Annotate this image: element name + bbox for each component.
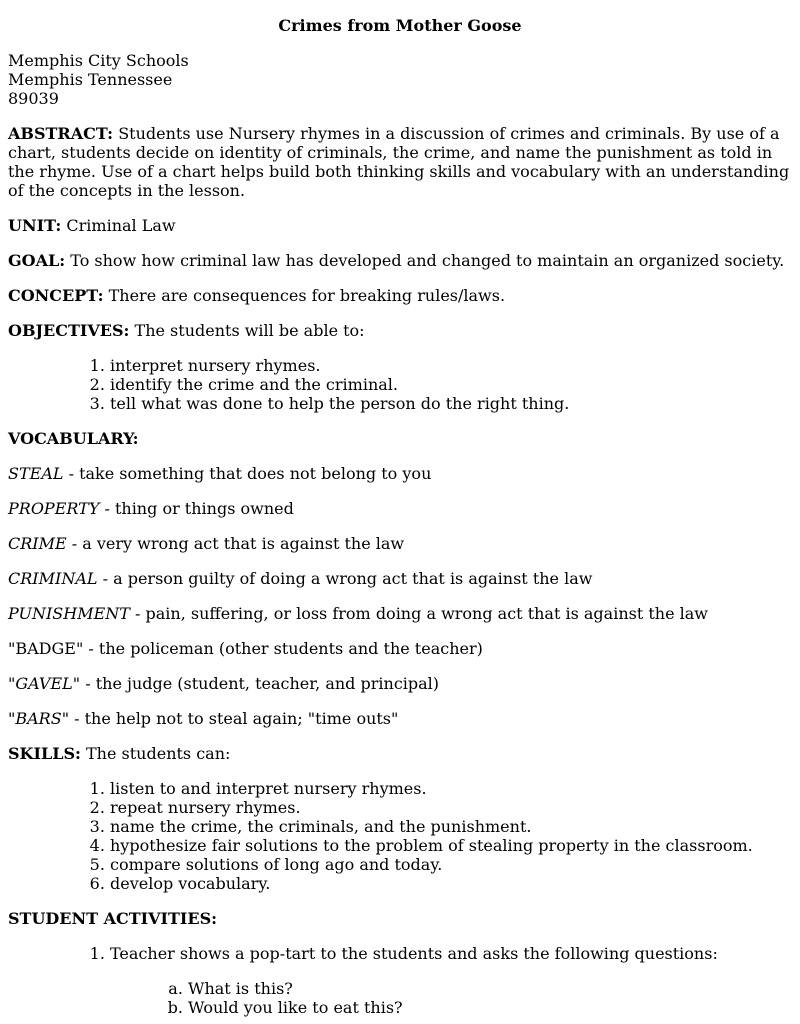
vocab-term: GAVEL <box>15 674 73 693</box>
open-quote: " <box>8 709 16 728</box>
list-item <box>110 944 792 1017</box>
vocab-term: PUNISHMENT <box>8 604 130 623</box>
student-activities-list <box>8 944 792 1017</box>
vocab-entry <box>8 604 792 623</box>
vocab-term: CRIME <box>8 534 67 553</box>
objectives-text: The students will be able to: <box>134 321 365 340</box>
unit-label: UNIT: <box>8 216 62 235</box>
vocab-term: BADGE <box>15 639 76 658</box>
list-item: 2. identify the crime and the criminal. <box>110 375 792 394</box>
vocab-definition: - take something that does not belong to you <box>63 464 432 483</box>
concept-label: CONCEPT: <box>8 286 104 305</box>
vocab-entry <box>8 674 792 693</box>
close-quote: " <box>72 674 81 693</box>
open-quote: " <box>8 674 16 693</box>
skills-text: The students can: <box>86 744 231 763</box>
activity-sub-list <box>110 979 792 1017</box>
goal-label: GOAL: <box>8 251 66 270</box>
vocab-entry <box>8 499 792 518</box>
student-activities-heading <box>8 909 792 928</box>
vocab-definition: - pain, suffering, or loss from doing a wrong act that is against the law <box>129 604 708 623</box>
sub-list-item: b. Would you like to eat this? <box>188 998 792 1017</box>
abstract-paragraph <box>8 124 792 200</box>
objectives-label: OBJECTIVES: <box>8 321 130 340</box>
list-item: 6. develop vocabulary. <box>110 874 792 893</box>
vocab-definition: - the help not to steal again; "time outs" <box>69 709 399 728</box>
address-line-3: 89039 <box>8 89 59 108</box>
close-quote: " <box>61 709 70 728</box>
skills-list <box>8 779 792 893</box>
list-item: 4. hypothesize fair solutions to the problem of stealing property in the classroom. <box>110 836 792 855</box>
objectives-paragraph <box>8 321 792 340</box>
concept-text: There are consequences for breaking rules/laws. <box>108 286 506 305</box>
list-item: 5. compare solutions of long ago and today. <box>110 855 792 874</box>
vocab-definition: - a person guilty of doing a wrong act that is against the law <box>97 569 593 588</box>
vocab-entry <box>8 534 792 553</box>
page-title: Crimes from Mother Goose <box>278 16 522 35</box>
vocab-definition: - a very wrong act that is against the law <box>66 534 405 553</box>
lesson-plan-document <box>8 16 792 1024</box>
activity-text: Teacher shows a pop-tart to the students and asks the following questions: <box>110 944 718 963</box>
goal-paragraph <box>8 251 792 270</box>
vocabulary-label: VOCABULARY: <box>8 429 139 448</box>
close-quote: " <box>75 639 84 658</box>
vocab-entry <box>8 709 792 728</box>
address-block <box>8 51 792 108</box>
concept-paragraph <box>8 286 792 305</box>
skills-label: SKILLS: <box>8 744 81 763</box>
vocab-definition: - thing or things owned <box>99 499 294 518</box>
open-quote: " <box>8 639 16 658</box>
vocab-entry <box>8 639 792 658</box>
vocabulary-heading <box>8 429 792 448</box>
unit-paragraph <box>8 216 792 235</box>
vocab-term: PROPERTY <box>8 499 100 518</box>
skills-paragraph <box>8 744 792 763</box>
vocab-term: STEAL <box>8 464 64 483</box>
list-item: 3. tell what was done to help the person do the right thing. <box>110 394 792 413</box>
address-line-1: Memphis City Schools <box>8 51 189 70</box>
unit-text: Criminal Law <box>66 216 176 235</box>
abstract-label: ABSTRACT: <box>8 124 114 143</box>
student-activities-label: STUDENT ACTIVITIES: <box>8 909 218 928</box>
address-line-2: Memphis Tennessee <box>8 70 173 89</box>
goal-text: To show how criminal law has developed and changed to maintain an organized society. <box>70 251 785 270</box>
vocab-definition: - the policeman (other students and the teacher) <box>83 639 483 658</box>
vocab-entry <box>8 569 792 588</box>
objectives-list <box>8 356 792 413</box>
sub-list-item: a. What is this? <box>188 979 792 998</box>
list-item: 1. listen to and interpret nursery rhymes. <box>110 779 792 798</box>
list-item: 2. repeat nursery rhymes. <box>110 798 792 817</box>
vocab-entry <box>8 464 792 483</box>
vocab-term: BARS <box>15 709 62 728</box>
vocab-definition: - the judge (student, teacher, and principal) <box>80 674 440 693</box>
vocab-term: CRIMINAL <box>8 569 98 588</box>
abstract-text: Students use Nursery rhymes in a discussion of crimes and criminals. By use of a chart, students decide on identity of criminals, the crime, and name the punishment as told in the rhyme. Use of a chart helps build both thinking skills and vocabulary with an understanding of the concepts in the lesson. <box>8 124 790 200</box>
list-item: 3. name the crime, the criminals, and the punishment. <box>110 817 792 836</box>
list-item: 1. interpret nursery rhymes. <box>110 356 792 375</box>
